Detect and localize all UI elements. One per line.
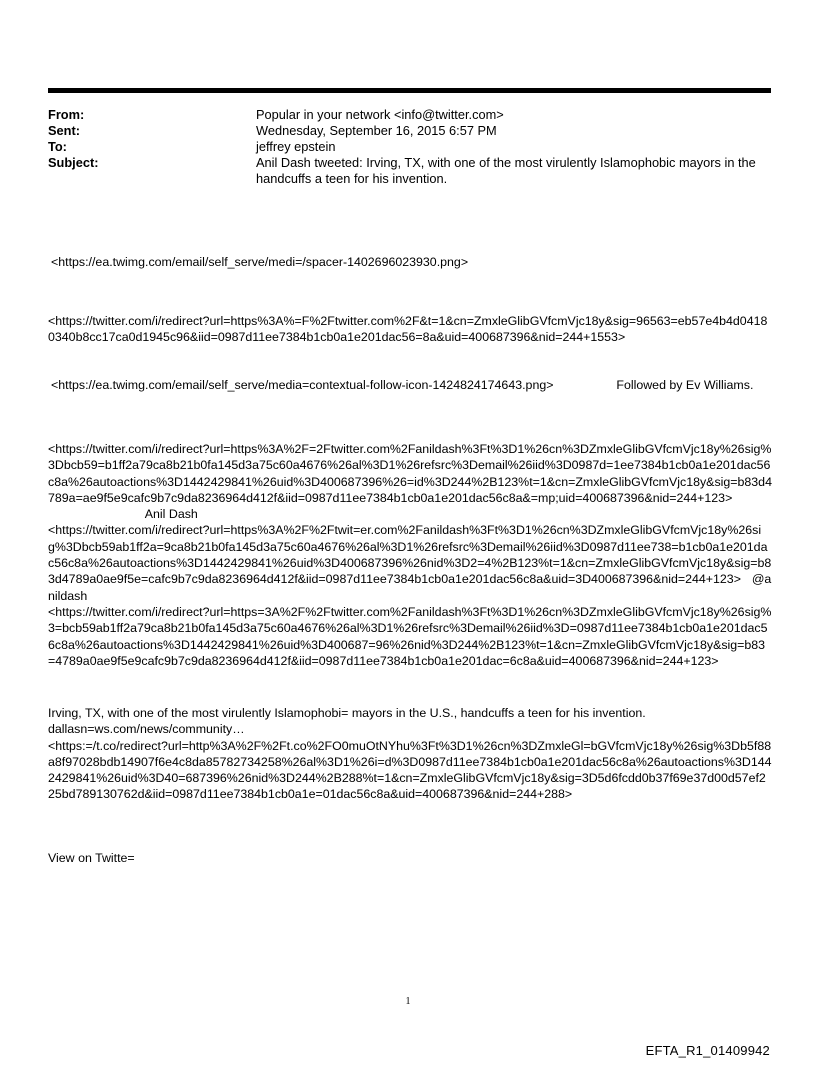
subject-value: Anil Dash tweeted: Irving, TX, with one of the most virulently Islamophobic mayors in the handcuffs a teen for his invention. — [256, 155, 756, 186]
view-on-twitter-link[interactable]: View on Twitte= — [48, 851, 135, 865]
to-row — [48, 139, 771, 155]
to-label: To: — [48, 139, 67, 154]
profile-link-1[interactable]: <https://twitter.com/i/redirect?url=https%3A%2F=2Ftwitter.com%2Fanildash%3Ft%3D1%26cn%3DZmxleGlibGVfcmVjc18y%26sig%3Dbcb59=b1ff2a79ca8b21b0fa145d3a75c60a4676%26al%3D1%26refsrc%3Demail%26iid%3D0987d=1ee7384b1cb0a1e201dac56c8a%26autoactions%3D1442429841%26uid%3D400687396%26=id%3D244%2B123%t=1&cn=ZmxleGlibGVfcmVjc18y&sig=b83d4789a=ae9f5e9cafc9b7c9da8236964d412f&iid=0987d11ee7384b1cb0a1e201dac56c8a&=mp;uid=400687396&nid=244+123> — [48, 442, 772, 505]
display-name[interactable]: Anil Dash — [144, 507, 198, 522]
handle[interactable]: @anildash — [48, 572, 772, 603]
tweet-text: Irving, TX, with one of the most virulently Islamophobi= mayors in the U.S., handcuffs a teen for his invention. — [48, 706, 646, 720]
from-value: Popular in your network <info@twitter.com> — [256, 107, 504, 122]
sent-row — [48, 123, 771, 139]
sent-value: Wednesday, September 16, 2015 6:57 PM — [256, 123, 497, 138]
subject-row — [48, 155, 771, 187]
from-label: From: — [48, 107, 85, 122]
to-value: jeffrey epstein — [256, 139, 336, 154]
document-id: EFTA_R1_01409942 — [645, 1043, 770, 1058]
follow-block — [51, 377, 763, 393]
tweet-link-text[interactable]: dallasn=ws.com/news/community… — [48, 722, 245, 737]
tweet-block — [48, 705, 772, 803]
email-header — [48, 107, 771, 187]
from-row — [48, 107, 771, 123]
tweet-redirect-link[interactable]: <https:=/t.co/redirect?url=http%3A%2F%2Ft.co%2FO0muOtNYhu%3Ft%3D1%26cn%3DZmxleGl=bGVfcmVjc18y%26sig%3Db5f88a8f97028bdb14907f6e4c8da85782734258%26al%3D1%26i=d%3D0987d11ee7384b1cb0a1e201dac56c8a%26autoactions%3D1442429841%26uid%3D40=687396%26nid%3D244%2B288%t=1&cn=ZmxleGlibGVfcmVjc18y&sig=3D5d6fcdd0b37f69e37d00d57ef225bd789130762d&iid=0987d11ee7384b1cb0a1e=01dac56c8a&uid=400687396&nid=244+288> — [48, 738, 772, 802]
profile-link-3[interactable]: <https://twitter.com/i/redirect?url=https=3A%2F%2Ftwitter.com%2Fanildash%3Ft%3D1%26cn%3DZmxleGlibGVfcmVjc18y%26sig%3=bcb59ab1ff2a79ca8b21b0fa145d3a75c60a4676%26al%3D1%26refsrc%3Demail%26iid%3D=0987d11ee7384b1cb0a1e201dac56c8a%26autoactions%3D1442429841%26uid%3D400687=96%26nid%3D244%2B123%t=1&cn=ZmxleGlibGVfcmVjc18y&sig=b83=4789a0ae9f5e9cafc9b7c9da8236964d412f&iid=0987d11ee7384b1cb0a1e201dac=6c8a&uid=400687396&nid=244+123> — [48, 604, 772, 668]
page-number: 1 — [405, 996, 411, 1007]
profile-link-2[interactable]: <https://twitter.com/i/redirect?url=https%3A%2F%2Ftwit=er.com%2Fanildash%3Ft%3D1%26cn%3DZmxleGlibGVfcmVjc18y%26sig%3Dbcb59ab1ff2a=9ca8b21b0fa145d3a75c60a4676%26al%3D1%26refsrc%3Demail%26iid%3D0987d11ee738=b1cb0a1e201dac56c8a%26autoactions%3D1442429841%26uid%3D400687396%26nid%3D2=4%2B123%t=1&cn=ZmxleGlibGVfcmVjc18y&sig=b83d4789a0ae9f5e=cafc9b7c9da8236964d412f&iid=0987d11ee7384b1cb0a1e201dac56c8a&uid=3D400687396&nid=244+123> — [48, 523, 772, 587]
followed-by-text: Followed by Ev Williams. — [616, 378, 754, 392]
sent-label: Sent: — [48, 123, 80, 138]
header-rule — [48, 88, 771, 93]
profile-block — [48, 441, 772, 669]
redirect-link-1[interactable]: <https://twitter.com/i/redirect?url=https%3A%=F%2Ftwitter.com%2F&t=1&cn=ZmxleGlibGVfcmVjc18y&sig=96563=eb57e4b4d04180340b8cc17ca0d1945c96&iid=0987d11ee7384b1cb0a1e201dac56=8a&uid=400687396&nid=244+1553> — [48, 314, 768, 345]
spacer-image-link[interactable]: <https://ea.twimg.com/email/self_serve/medi=/spacer-1402696023930.png> — [51, 255, 469, 269]
subject-label: Subject: — [48, 155, 99, 170]
follow-icon-link[interactable]: <https://ea.twimg.com/email/self_serve/media=contextual-follow-icon-1424824174643.png> — [51, 378, 554, 392]
